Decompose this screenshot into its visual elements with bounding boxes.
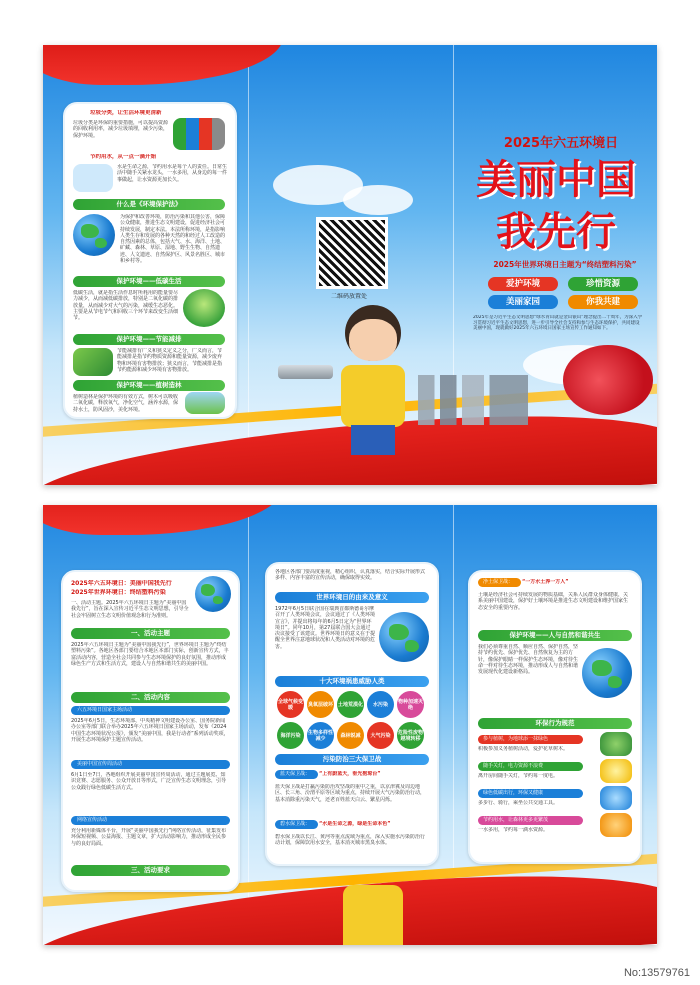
section-body: 2025年六五环境日主题为“美丽中国我先行”，世界环境日主题为“终结塑料污染”。各地区各部门要结合本地区本部门实际，创新宣传方式，丰富活动内容，营造全社会共同参与生态环境保护的良好氛围，推动形成绿色生产方式和生活方式，建设人与自然和谐共生的美丽中国。 [71,642,229,667]
section-body: 土壤是经济社会可持续发展的物质基础，关系人民群众身体健康，关系美丽中国建设，保护好土壤环境是推进生态文明建设和维护国家生态安全的重要内容。 [478,592,629,611]
brochure-outside [43,45,657,485]
heading-bar: 一、活动主题 [71,628,230,639]
tag-label: 碧水保卫战： [275,820,318,829]
red-flag-decoration [43,45,283,85]
image-id-watermark: No:13579761 [623,967,690,979]
heading-bar: 污染防治三大保卫战 [275,754,429,765]
section-body: 碧水保卫战以长江、黄河等重点流域为重点，深入实施水污染防治行动计划，保障饮用水安全，基本消灭城市黑臭水体。 [275,834,426,847]
theme-line: 2025年世界环境日主题为“终结塑料污染” [493,260,637,269]
threat-bubble: 物种加速灭绝 [397,691,424,718]
globe-icon [73,214,115,256]
inside-panel-3 [468,570,642,864]
quote-text: “一方水土养一方人” [522,579,569,585]
section-body: 低碳生活，就是指生活作息时所耗用的能量要尽力减少，从而减低碳排放，特别是二氧化碳的排放量，从而减少对大气的污染，减缓生态恶化。主要是从节电节气和回收三个环节来改变生活细节。 [73,290,178,321]
city-skyline [418,375,528,425]
heading-bar: 什么是《环境保护法》 [73,199,225,210]
quote-text: “水是生命之源，绿是生命本色” [319,821,391,827]
lightbulb-icon [600,759,632,783]
section-body: 为保护和改善环境，防治污染和其他公害，保障公众健康，推进生态文明建设，促进经济社会可持续发展，制定本法。本法所称环境，是指影响人类生存和发展的各种天然的和经过人工改造的自然因素的总体，包括大气、水、海洋、土地、矿藏、森林、草原、湿地、野生生物、自然遗迹、人文遗迹、自然保护区、风景名胜区、城市和乡村等。 [120,214,225,264]
section-body: 节能减排有广义和狭义定义之分，广义而言，节能减排是指节约物质资源和能量资源，减少废弃物和环境有害物排放；狭义而言，节能减排是指节约能源和减少环境有害物排放。 [117,348,223,373]
threat-bubble: 生物多样性减少 [307,722,334,749]
peony-flowers [563,345,653,415]
threat-bubble: 危险性废物越境转移 [397,722,424,749]
rule-title: 节约用水，让森林更多更繁茂 [478,816,583,825]
section-body: 1972年6月5日联合国在瑞典首都斯德哥尔摩召开了人类环境会议，会议通过了《人类环境宣言》，并提出将每年的6月5日定为“世界环境日”。同年10月，第27届联合国大会通过决议接受了该建议。世界环境日的意义在于提醒全世界注意地球状况和人类活动对环境的危害。 [275,606,375,650]
section-body: 2025年6月5日，生态环境部、中央精神文明建设办公室、国务院新闻办公室等部门联合举办2025年六五环境日国家主场活动，发布《2024中国生态环境状况公报》，颁发“美丽中国，我是行动者”系列活动奖项，开展生态环境保护主题宣传活动。 [71,718,229,743]
quote-text: “上有蔚蓝天，垂光抱琼台” [319,771,381,777]
section-body: 蓝天保卫战是打赢污染防治攻坚战的重中之重，以京津冀及周边地区、长三角、汾渭平原等区域为重点，持续开展大气污染防治行动，基本消除重污染天气，还老百姓蓝天白云、繁星闪烁。 [275,784,426,803]
sub-heading: 美丽中国宣传周活动 [71,760,230,769]
heading-bar: 世界环境日的由来及意义 [275,592,429,603]
rule-title: 绿色低碳出行，环保又健康 [478,789,583,798]
qr-code-label: 二维码放置处 [330,293,367,300]
headline-line-2: 我先行 [496,209,616,255]
boy-illustration [333,305,413,485]
tree-planting-icon [600,732,632,756]
water-tap-image [73,164,113,192]
section-body: 各地区各部门要高度重视，精心组织，认真落实，结合实际开展形式多样、内容丰富的宣传活动，确保取得实效。 [275,569,426,582]
section-body: 我们必须尊重自然、顺应自然、保护自然，坚持节约优先、保护优先、自然恢复为主的方针，像保护眼睛一样保护生态环境，像对待生命一样对待生态环境，推动形成人与自然和谐发展现代化建设新格局。 [478,644,578,675]
heading-bar: 保护环境——植树造林 [73,380,225,391]
rule-body: 积极参加义务植树活动，爱护花草树木。 [478,746,569,752]
threat-bubble: 大气污染 [367,722,394,749]
heading-bar: 十大环境祸患威胁人类 [275,676,429,687]
tree-planting-image [185,392,225,414]
section-body: 植树造林是保护环境的有效方式，树木可以吸收二氧化碳，释放氧气，净化空气，涵养水源，保持水土，防风固沙，美化环境。 [73,394,178,413]
heading-bar: 保护环境——人与自然和谐共生 [478,630,632,641]
rule-body: 一水多用，节约每一滴水资源。 [478,827,549,833]
faucet-illustration [278,365,333,379]
threat-bubble: 土地荒漠化 [337,691,364,718]
boy-illustration [343,885,403,945]
qr-code-placeholder[interactable] [316,217,388,289]
slogan-pill: 珍惜资源 [568,277,638,291]
section-body: 充分利用新媒体平台，开展“美丽中国我先行”网络宣传活动，征集发布环保短视频、公益海报、主题文章，扩大活动影响力，推动形成全民参与的良好局面。 [71,828,227,847]
bicycle-icon [600,786,632,810]
water-drop-icon [600,813,632,837]
tag-label: 蓝天保卫战： [275,770,318,779]
brochure-inside [43,505,657,945]
threat-bubble: 海洋污染 [277,722,304,749]
section-body: 6月1日至7日，各地组织开展美丽中国宣传周活动，通过主题展览、知识竞赛、志愿服务、公众开放日等形式，广泛宣传生态文明理念，引导公众践行绿色低碳生活方式。 [71,772,227,791]
threat-bubble: 水污染 [367,691,394,718]
section-body: 水是生命之源，节约用水是每个人的责任。日常生活中随手关紧水龙头，一水多用，从身边的每一件事做起，让水资源更加长久。 [117,164,227,183]
section-title: 垃圾分类，让生活环境更清新 [90,110,162,116]
globe-hands-icon [379,612,429,662]
intro-paragraph: 2025年是习近平生态文明思想“绿水青山就是金山银山”理念提出二十周年，为深入学习贯彻习近平生态文明思想，进一步引导全社会支持和参与生态环境保护，共同建设美丽中国，现就做好2025年六五环境日国家主场宣传工作通知如下。 [473,315,643,332]
threat-bubble: 全球气候变暖 [277,691,304,718]
rule-body: 离开房间随手关灯，节约每一度电。 [478,773,559,779]
recycle-bins-image [173,118,225,150]
front-panel-1 [63,102,237,419]
event-date-title: 2025年六五环境日 [503,136,619,151]
heading-bar: 保护环境——低碳生活 [73,276,225,287]
rule-title: 随手关灯，电力资源不浪费 [478,762,583,771]
heading-bar: 二、活动内容 [71,692,230,703]
sub-heading: 网络宣传活动 [71,816,230,825]
lightbulb-image [183,289,225,327]
slogan-pill: 爱护环境 [488,277,558,291]
theme-heading: 2025年六五环境日：美丽中国我先行 [71,580,172,587]
tag-label: 净土保卫战： [478,578,521,587]
heading-bar: 保护环境——节能减排 [73,334,225,345]
headline-line-1: 美丽中国 [476,157,636,203]
globe-people-icon [582,648,632,698]
slogan-pill: 你我共建 [568,295,638,309]
rule-body: 多步行、骑行，乘坐公共交通工具。 [478,800,559,806]
inside-panel-2 [265,562,439,866]
rule-title: 参与植树，为地球添一抹绿色 [478,735,583,744]
green-leaves-image [73,348,113,376]
section-title: 节约用水，从一点一滴开始 [90,154,157,160]
heading-bar: 三、活动要求 [71,865,230,876]
section-body: 垃圾分类是环保的重要措施，可以提高资源的回收利用率，减少垃圾填埋，减少污染，保护环境。 [73,120,168,139]
section-body: 一、活动主题。2025年六五环境日主题为“美丽中国我先行”，旨在深入宣传习近平生态文明思想，引导全社会牢固树立生态文明价值观念和行为准则。 [71,600,189,619]
theme-heading: 2025年世界环境日：终结塑料污染 [71,589,166,596]
heading-bar: 环保行为规范 [478,718,632,729]
threat-bubble: 臭氧层破坏 [307,691,334,718]
globe-icon [195,576,231,612]
sub-heading: 六五环境日国家主场活动 [71,706,230,715]
inside-panel-1 [61,570,240,892]
slogan-pill: 美丽家园 [488,295,558,309]
threat-bubble: 森林锐减 [337,722,364,749]
